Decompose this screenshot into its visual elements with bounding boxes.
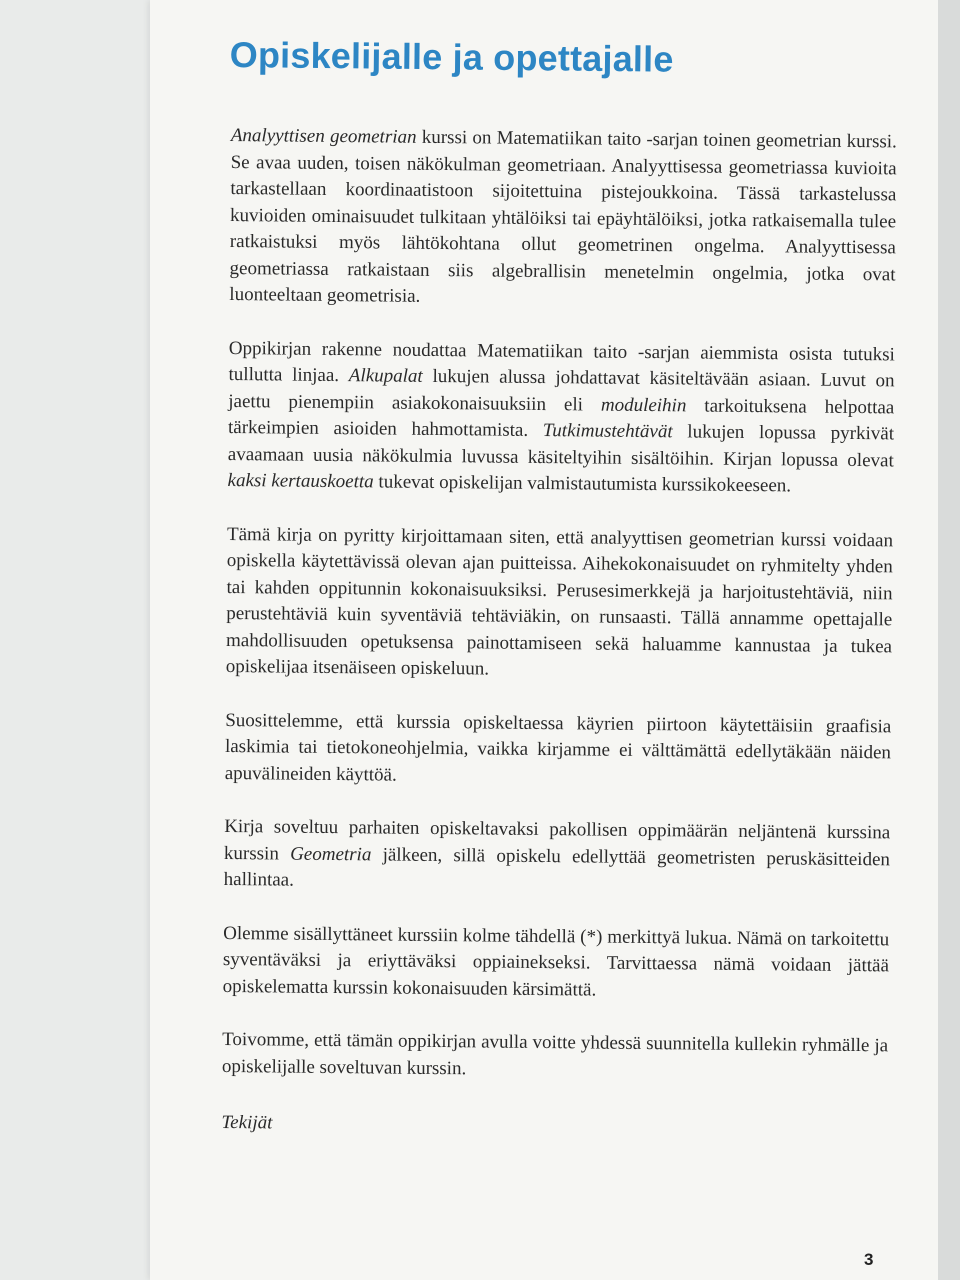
paragraph-scope: Tämä kirja on pyritty kirjoittamaan siten, että analyyttisen geometrian kurssi voidaan opiskella käytettävissä olevan ajan puitteissa. Aihekokonaisuudet on ryhmitelty yhden tai kahden oppitunnin kokonaisuuksiksi. Perusesimerkkejä ja harjoitustehtäviä, niin perustehtäviä kuin syventäviä tehtäviäkin, on runsaasti. Tällä annamme opettajalle mahdollisuuden opetuksensa painottamiseen sekä haluamme kannustaa ja tukea opiskelijaa itsenäiseen opiskeluun. xyxy=(225,523,894,680)
author-signature: Tekijät xyxy=(221,1111,273,1134)
paragraph-structure: Oppikirjan rakenne noudattaa Matematiikan taito -sarjan aiemmista osista tutuksi tullutta linjaa. Alkupalat lukujen alussa johdattavat käsiteltävään asiaan. Luvut on jaettu pienempiin asiakokonaisuuksiin eli moduleihin tarkoituksena helpottaa tärkeimpien asioiden hahmottamista. Tutkimustehtävät lukujen lopussa pyrkivät avaamaan uusia näkökulmia luvussa käsiteltyihin sisältöihin. Kirjan lopussa olevat kaksi kertauskoetta tukevat opiskelijan valmistautumista kurssikokeeseen. xyxy=(227,337,895,497)
page-edge xyxy=(938,0,960,1280)
page-title: Opiskelijalle ja opettajalle xyxy=(229,34,674,80)
paragraph-placement: Kirja soveltuu parhaiten opiskeltavaksi pakollisen oppimäärän neljäntenä kurssina kurssin Geometria jälkeen, sillä opiskelu edellyttää geometristen peruskäsitteiden hallintaa. xyxy=(223,815,891,891)
paragraph-starred-chapters: Olemme sisällyttäneet kurssiin kolme tähdellä (*) merkittyä lukua. Nämä on tarkoitettu syventäväksi ja eriyttäväksi oppiainekseksi. Tarvittaessa nämä voidaan jättää opiskelematta kurssin kokonaisuuden kärsimättä. xyxy=(222,922,890,1001)
paragraph-tools: Suosittelemme, että kurssia opiskeltaessa käyrien piirtoon käytettäisiin graafisia laskimia tai tietokoneohjelmia, vaikka kirjamme ei välttämättä edellytäkään näiden apuvälineiden käyttöä. xyxy=(224,709,892,786)
paragraph-closing: Toivomme, että tämän oppikirjan avulla voitte yhdessä suunnitella kullekin ryhmälle ja opiskelijalle soveltuvan kurssin. xyxy=(221,1028,889,1079)
page-number: 3 xyxy=(864,1250,874,1269)
paragraph-intro: Analyyttisen geometrian kurssi on Matematiikan taito -sarjan toinen geometrian kurssi. Se avaa uuden, toisen näkökulman geometriaan. Analyyttisessa geometriassa kuvioita tarkastellaan koordinaatistoon sijoitettuina pistejoukkoina. Tässä tarkastelussa kuvioiden ominaisuudet tulkitaan yhtälöiksi tai epäyhtälöiksi, jotka ratkaisemalla tulee ratkaistuksi myös lähtökohtana ollut geometrinen ongelma. Analyyttisessa geometriassa ratkaistaan siis algebrallisin menetelmin ongelmia, jotka ovat luonteeltaan geometrisia. xyxy=(229,124,897,307)
page-body xyxy=(221,123,897,1162)
